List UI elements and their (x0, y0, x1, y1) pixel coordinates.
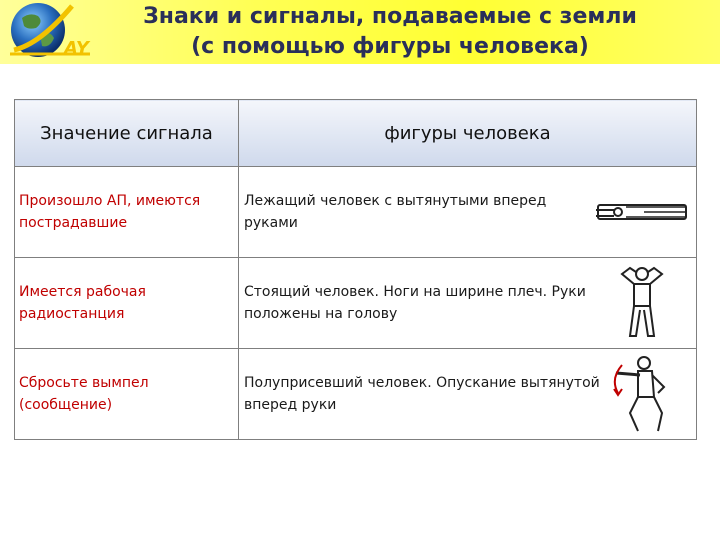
standing-hands-on-head-icon (612, 262, 672, 342)
title-line-1: Знаки и сигналы, подаваемые с земли (143, 4, 637, 29)
figure-cell (239, 349, 697, 440)
table-row (15, 349, 697, 440)
column-header-figures: фигуры человека (239, 100, 697, 167)
table-row (15, 167, 697, 258)
column-header-meaning: Значение сигнала (15, 100, 239, 167)
signal-meaning: Сбросьте вымпел (сообщение) (15, 349, 239, 440)
lying-person-icon (594, 191, 690, 233)
figure-description: Лежащий человек с вытянутыми вперед руками (244, 193, 547, 231)
signal-meaning: Имеется рабочая радиостанция (15, 258, 239, 349)
table-row (15, 258, 697, 349)
figure-cell (239, 167, 697, 258)
table-header-row (15, 100, 697, 167)
figure-description: Полуприсевший человек. Опускание вытянутой вперед руки (244, 375, 600, 413)
figure-cell (239, 258, 697, 349)
title-line-2: (с помощью фигуры человека) (191, 34, 589, 59)
page-title (100, 0, 680, 62)
header-banner (0, 0, 720, 64)
globe-logo-icon (0, 0, 100, 64)
logo-text: AY (64, 38, 89, 59)
signals-table (14, 99, 697, 440)
signal-meaning: Произошло АП, имеются пострадавшие (15, 167, 239, 258)
half-squat-arm-lowering-icon (608, 353, 678, 435)
figure-description: Стоящий человек. Ноги на ширине плеч. Руки положены на голову (244, 284, 586, 322)
